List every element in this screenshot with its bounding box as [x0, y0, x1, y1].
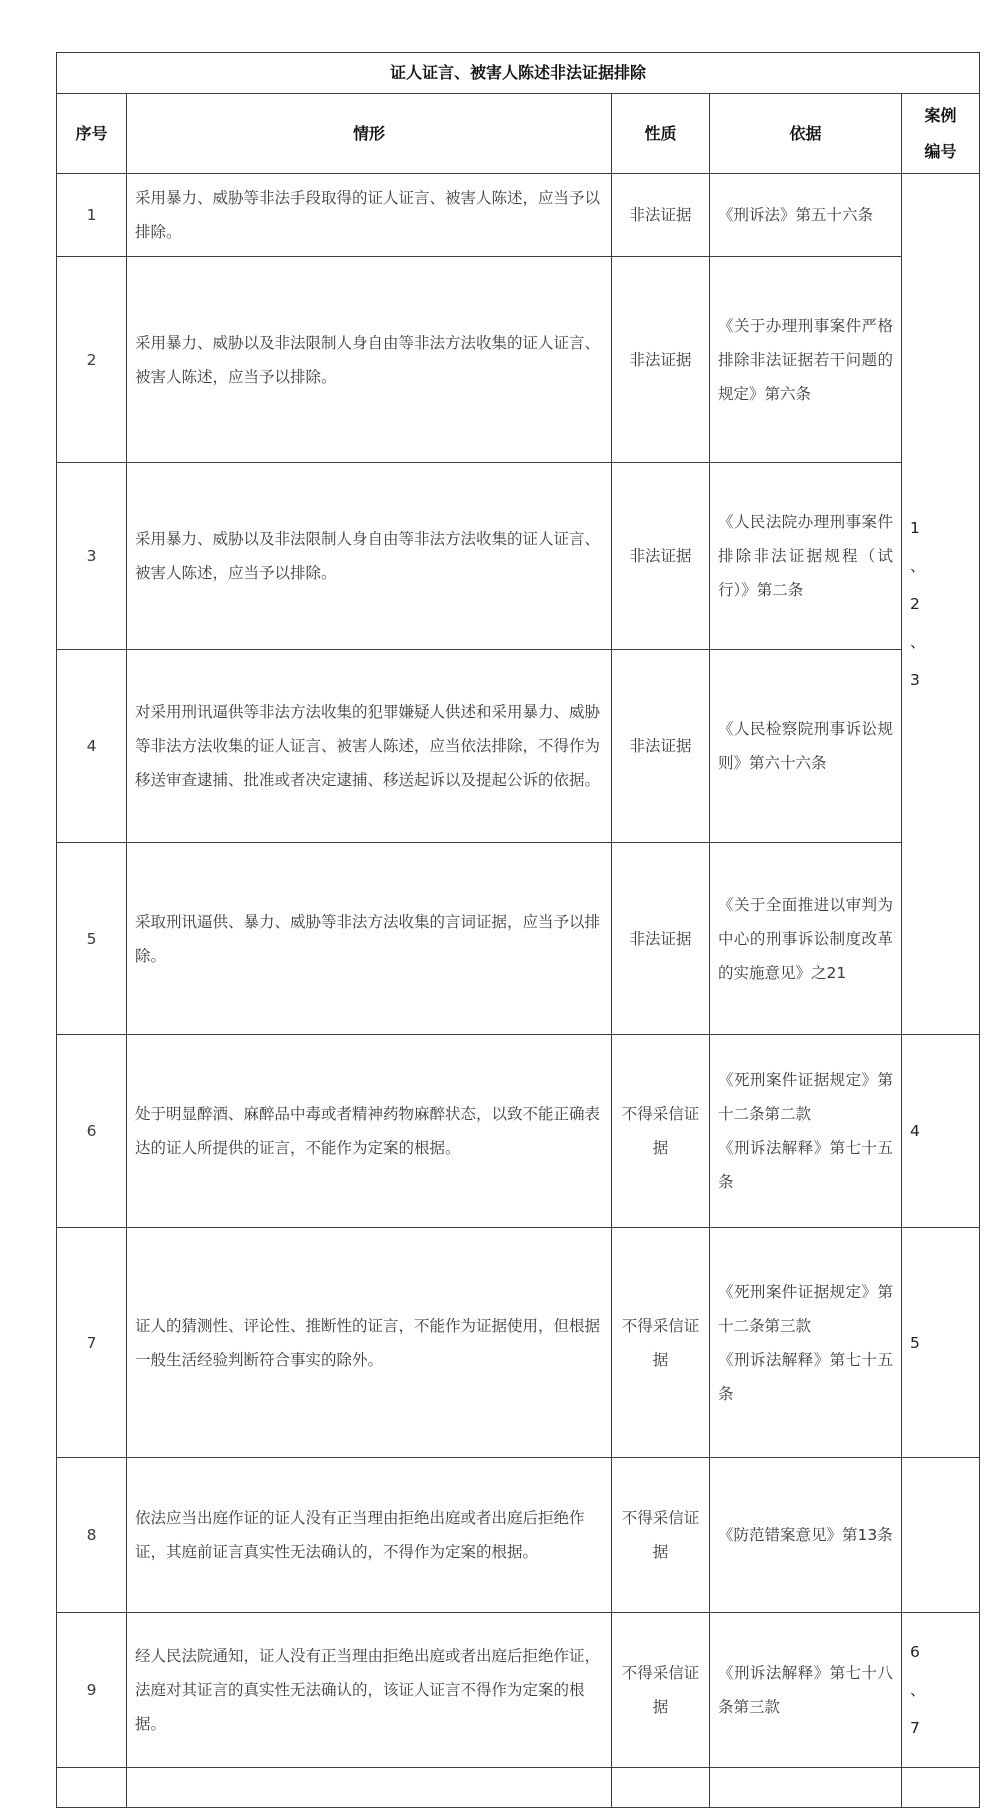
row-nature: 不得采信证据 — [612, 1228, 710, 1458]
row-num: 3 — [57, 463, 127, 650]
basis-line: 《死刑案件证据规定》第十二条第二款 — [718, 1071, 893, 1123]
row-basis — [710, 1613, 902, 1768]
row-nature: 不得采信证据 — [612, 1035, 710, 1228]
row-basis — [710, 843, 902, 1035]
case-item: 7 — [910, 1719, 920, 1737]
case-sep: 、 — [910, 633, 926, 651]
basis-line: 《刑诉法解释》第七十五条 — [718, 1350, 893, 1403]
row-situation: 采取刑讯逼供、暴力、威胁等非法方法收集的言词证据，应当予以排除。 — [127, 843, 612, 1035]
row-case — [902, 1458, 980, 1613]
header-basis: 依据 — [710, 94, 902, 174]
row-situation: 证人的猜测性、评论性、推断性的证言，不能作为证据使用，但根据一般生活经验判断符合事实的除外。 — [127, 1228, 612, 1458]
basis-line: 《刑诉法》第五十六条 — [718, 206, 874, 224]
header-case-line1: 案例 — [924, 105, 957, 125]
row-situation: 处于明显醉酒、麻醉品中毒或者精神药物麻醉状态，以致不能正确表达的证人所提供的证言，不能作为定案的根据。 — [127, 1035, 612, 1228]
row-basis — [710, 174, 902, 257]
row-basis — [710, 257, 902, 463]
row-num: 9 — [57, 1613, 127, 1768]
basis-line: 《关于全面推进以审判为中心的刑事诉讼制度改革的实施意见》之21 — [718, 895, 893, 982]
row-nature: 不得采信证据 — [612, 1613, 710, 1768]
table-row — [57, 1035, 980, 1228]
row-case — [902, 1768, 980, 1808]
row-nature: 非法证据 — [612, 257, 710, 463]
table-row — [57, 1613, 980, 1768]
row-nature: 非法证据 — [612, 650, 710, 843]
basis-line: 《刑诉法解释》第七十八条第三款 — [718, 1664, 893, 1716]
header-situation: 情形 — [127, 94, 612, 174]
row-situation: 经人民法院通知，证人没有正当理由拒绝出庭或者出庭后拒绝作证，法庭对其证言的真实性无法确认的，该证人证言不得作为定案的根据。 — [127, 1613, 612, 1768]
row-num: 8 — [57, 1458, 127, 1613]
row-case — [902, 1613, 980, 1768]
table-row — [57, 650, 980, 843]
row-basis — [710, 1228, 902, 1458]
basis-line: 《死刑案件证据规定》第十二条第三款 — [718, 1282, 893, 1335]
case-item: 4 — [910, 1122, 920, 1140]
row-basis — [710, 650, 902, 843]
table-row — [57, 174, 980, 257]
table-row — [57, 1228, 980, 1458]
header-case-number — [902, 94, 980, 174]
row-case — [902, 1228, 980, 1458]
row-num — [57, 1768, 127, 1808]
row-basis — [710, 1458, 902, 1613]
case-item: 3 — [910, 671, 920, 689]
case-item: 1 — [910, 519, 920, 537]
case-sep: 、 — [910, 557, 926, 575]
row-nature: 非法证据 — [612, 174, 710, 257]
basis-line: 《人民法院办理刑事案件排除非法证据规程（试行）》第二条 — [718, 513, 893, 599]
header-nature: 性质 — [612, 94, 710, 174]
basis-line: 《人民检察院刑事诉讼规则》第六十六条 — [718, 720, 893, 772]
row-num: 7 — [57, 1228, 127, 1458]
table-title: 证人证言、被害人陈述非法证据排除 — [57, 53, 980, 94]
row-nature: 不得采信证据 — [612, 1458, 710, 1613]
table-row-continued — [57, 1768, 980, 1808]
row-nature: 非法证据 — [612, 463, 710, 650]
row-nature — [612, 1768, 710, 1808]
evidence-exclusion-table — [56, 52, 980, 1808]
row-situation: 依法应当出庭作证的证人没有正当理由拒绝出庭或者出庭后拒绝作证，其庭前证言真实性无法确认的，不得作为定案的根据。 — [127, 1458, 612, 1613]
row-num: 2 — [57, 257, 127, 463]
header-row — [57, 94, 980, 174]
table-row — [57, 463, 980, 650]
header-case-line2: 编号 — [924, 141, 957, 161]
case-item: 5 — [910, 1333, 920, 1352]
row-basis — [710, 1768, 902, 1808]
row-case-merged — [902, 174, 980, 1035]
row-situation: 采用暴力、威胁以及非法限制人身自由等非法方法收集的证人证言、被害人陈述，应当予以排除。 — [127, 257, 612, 463]
table-row — [57, 257, 980, 463]
case-item: 2 — [910, 595, 920, 613]
row-case — [902, 1035, 980, 1228]
row-situation — [127, 1768, 612, 1808]
row-basis — [710, 1035, 902, 1228]
row-nature: 非法证据 — [612, 843, 710, 1035]
table-row — [57, 843, 980, 1035]
basis-line: 《刑诉法解释》第七十五条 — [718, 1139, 893, 1191]
table-row — [57, 1458, 980, 1613]
row-situation: 采用暴力、威胁等非法手段取得的证人证言、被害人陈述，应当予以排除。 — [127, 174, 612, 257]
row-basis — [710, 463, 902, 650]
row-num: 4 — [57, 650, 127, 843]
row-situation: 采用暴力、威胁以及非法限制人身自由等非法方法收集的证人证言、被害人陈述，应当予以排除。 — [127, 463, 612, 650]
row-num: 5 — [57, 843, 127, 1035]
row-situation: 对采用刑讯逼供等非法方法收集的犯罪嫌疑人供述和采用暴力、威胁等非法方法收集的证人证言、被害人陈述，应当依法排除，不得作为移送审查逮捕、批准或者决定逮捕、移送起诉以及提起公诉的依据。 — [127, 650, 612, 843]
case-item: 6 — [910, 1643, 920, 1661]
row-num: 1 — [57, 174, 127, 257]
row-num: 6 — [57, 1035, 127, 1228]
basis-line: 《防范错案意见》第13条 — [718, 1526, 893, 1544]
header-num: 序号 — [57, 94, 127, 174]
basis-line: 《关于办理刑事案件严格排除非法证据若干问题的规定》第六条 — [718, 316, 893, 403]
case-sep: 、 — [910, 1681, 926, 1699]
